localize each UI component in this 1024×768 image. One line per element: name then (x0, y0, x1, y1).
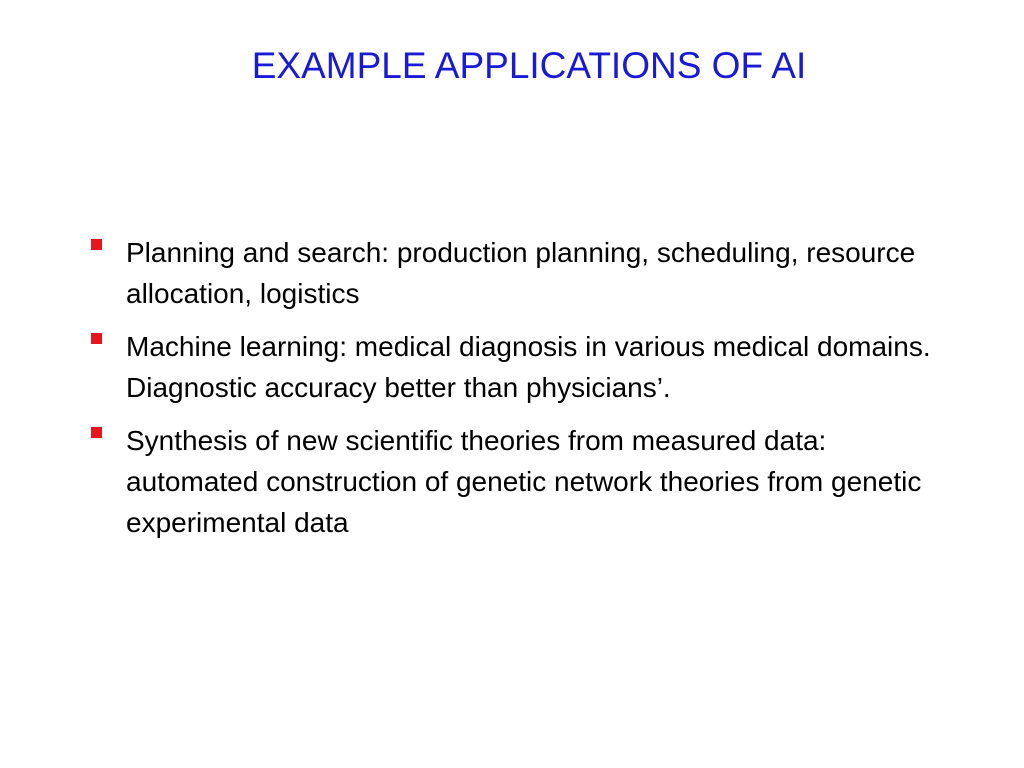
bullet-list (84, 232, 964, 555)
slide-title: EXAMPLE APPLICATIONS OF AI (251, 45, 807, 86)
bullet-text: Planning and search: production planning, scheduling, resource allocation, logistics (126, 237, 916, 309)
bullet-item-synthesis (84, 420, 964, 543)
square-bullet-icon (91, 239, 102, 250)
bullet-text: Synthesis of new scientific theories from measured data: automated construction of genetic network theories from genetic experimental data (126, 425, 922, 538)
bullet-item-machine-learning (84, 326, 964, 408)
square-bullet-icon (91, 333, 102, 344)
bullet-text: Machine learning: medical diagnosis in various medical domains. Diagnostic accuracy better than physicians’. (126, 331, 931, 403)
square-bullet-icon (91, 427, 102, 438)
bullet-item-planning (84, 232, 964, 314)
